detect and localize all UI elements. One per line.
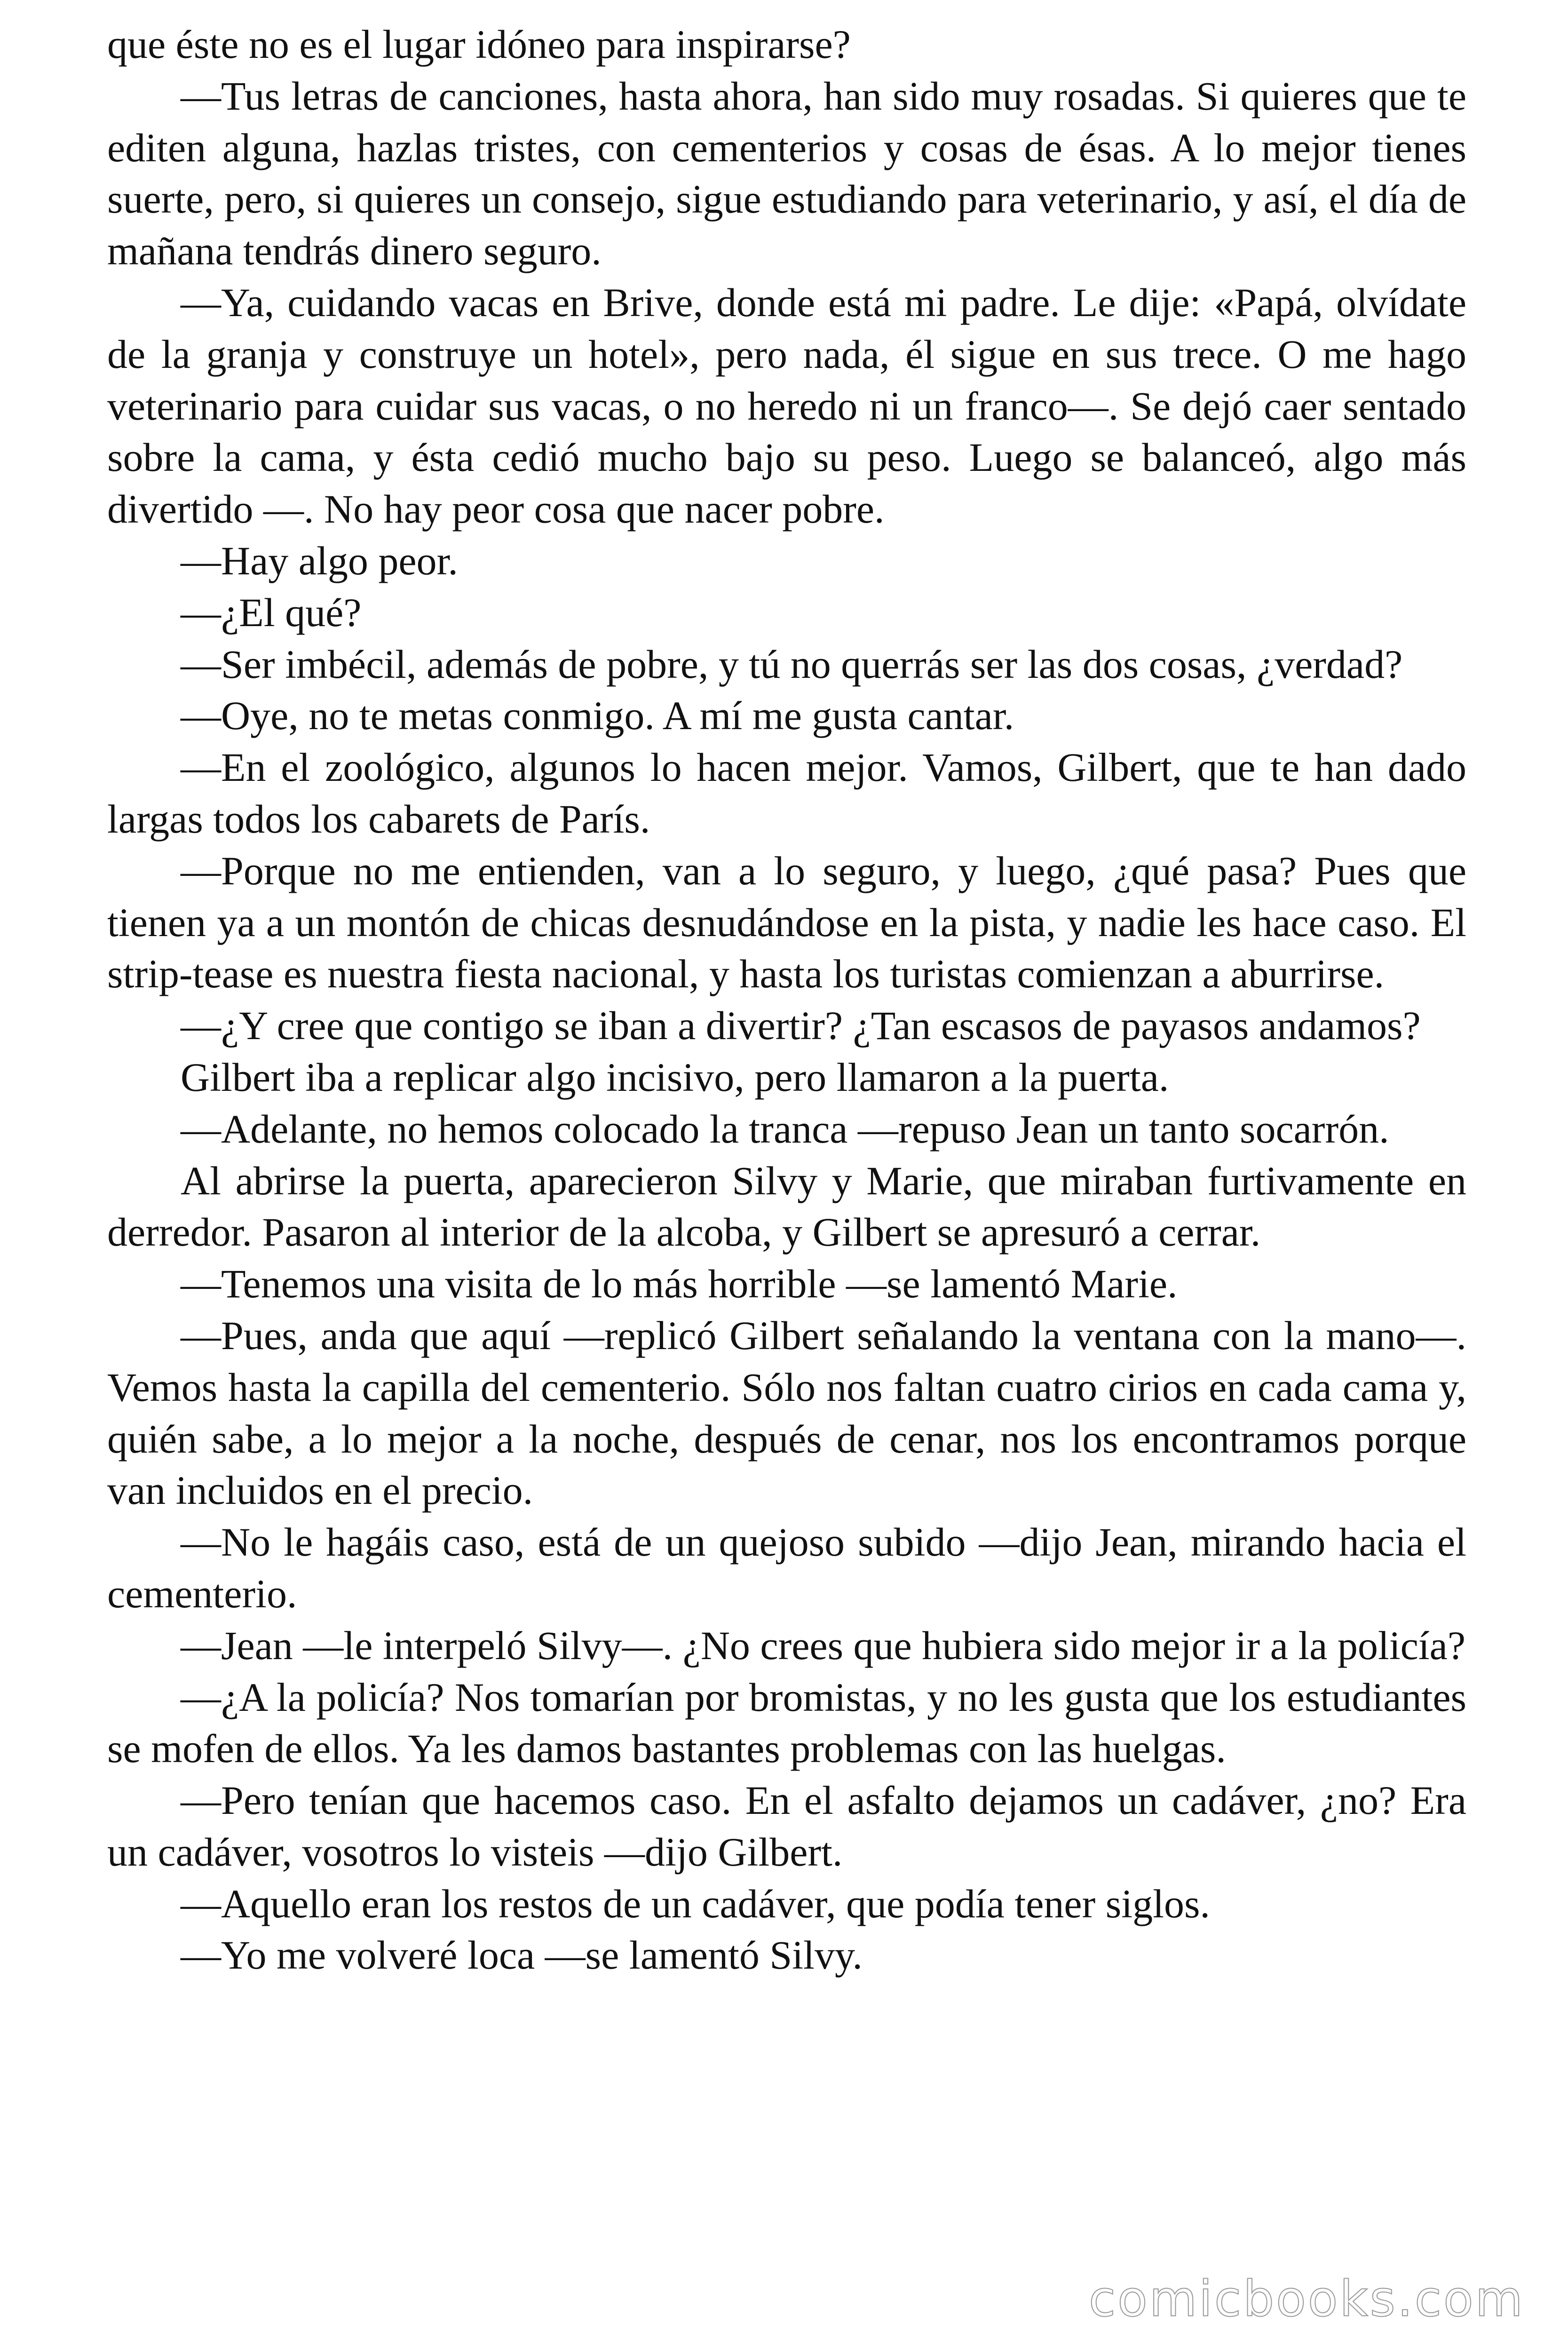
paragraph-4: —Hay algo peor. [181, 538, 458, 583]
paragraph-17: —Jean —le interpeló Silvy—. ¿No crees que hubiera sido mejor ir a la policía? [181, 1622, 1466, 1668]
paragraph-15: —Pues, anda que aquí —replicó Gilbert señalando la ventana con la mano—. Vemos hasta la capilla del cementerio. Sólo nos faltan cuatro cirios en cada cama y, quién sabe, a lo mejor a la noche, después de cenar, nos los encontramos porque van incluidos en el precio. [107, 1312, 1466, 1513]
paragraph-20: —Aquello eran los restos de un cadáver, que podía tener siglos. [181, 1881, 1210, 1926]
paragraph-9: —Porque no me entienden, van a lo seguro, y luego, ¿qué pasa? Pues que tienen ya a un montón de chicas desnudándose en la pista, y nadie les hace caso. El strip-tease es nuestra fiesta nacional, y hasta los turistas comienzan a aburrirse. [107, 848, 1466, 997]
paragraph-14: —Tenemos una visita de lo más horrible —se lamentó Marie. [181, 1261, 1178, 1307]
book-page-text [107, 19, 1466, 1981]
paragraph-21: —Yo me volveré loca —se lamentó Silvy. [181, 1932, 863, 1978]
paragraph-2: —Tus letras de canciones, hasta ahora, han sido muy rosadas. Si quieres que te editen alguna, hazlas tristes, con cementerios y cosas de ésas. A lo mejor tienes suerte, pero, si quieres un consejo, sigue estudiando para veterinario, y así, el día de mañana tendrás dinero seguro. [107, 73, 1466, 274]
paragraph-12: —Adelante, no hemos colocado la tranca —repuso Jean un tanto socarrón. [181, 1106, 1389, 1152]
paragraph-3: —Ya, cuidando vacas en Brive, donde está mi padre. Le dije: «Papá, olvídate de la granja y construye un hotel», pero nada, él sigue en sus trece. O me hago veterinario para cuidar sus vacas, o no heredo ni un franco—. Se dejó caer sentado sobre la cama, y ésta cedió mucho bajo su peso. Luego se balanceó, algo más divertido —. No hay peor cosa que nacer pobre. [107, 279, 1466, 532]
paragraph-18: —¿A la policía? Nos tomarían por bromistas, y no les gusta que los estudiantes se mofen de ellos. Ya les damos bastantes problemas con las huelgas. [107, 1674, 1466, 1772]
paragraph-11: Gilbert iba a replicar algo incisivo, pero llamaron a la puerta. [181, 1054, 1169, 1100]
paragraph-1: que éste no es el lugar idóneo para inspirarse? [107, 22, 851, 67]
paragraph-13: Al abrirse la puerta, aparecieron Silvy y Marie, que miraban furtivamente en derredor. Pasaron al interior de la alcoba, y Gilbert se apresuró a cerrar. [107, 1158, 1466, 1255]
watermark: comicbooks.com [1088, 2270, 1525, 2328]
paragraph-7: —Oye, no te metas conmigo. A mí me gusta cantar. [181, 693, 1014, 739]
paragraph-5: —¿El qué? [181, 589, 362, 635]
paragraph-16: —No le hagáis caso, está de un quejoso subido —dijo Jean, mirando hacia el cementerio. [107, 1519, 1466, 1616]
paragraph-19: —Pero tenían que hacemos caso. En el asfalto dejamos un cadáver, ¿no? Era un cadáver, vosotros lo visteis —dijo Gilbert. [107, 1778, 1466, 1875]
paragraph-8: —En el zoológico, algunos lo hacen mejor. Vamos, Gilbert, que te han dado largas todos los cabarets de París. [107, 745, 1466, 842]
paragraph-10: —¿Y cree que contigo se iban a divertir? ¿Tan escasos de payasos andamos? [181, 1003, 1421, 1049]
paragraph-6: —Ser imbécil, además de pobre, y tú no querrás ser las dos cosas, ¿verdad? [181, 641, 1403, 687]
